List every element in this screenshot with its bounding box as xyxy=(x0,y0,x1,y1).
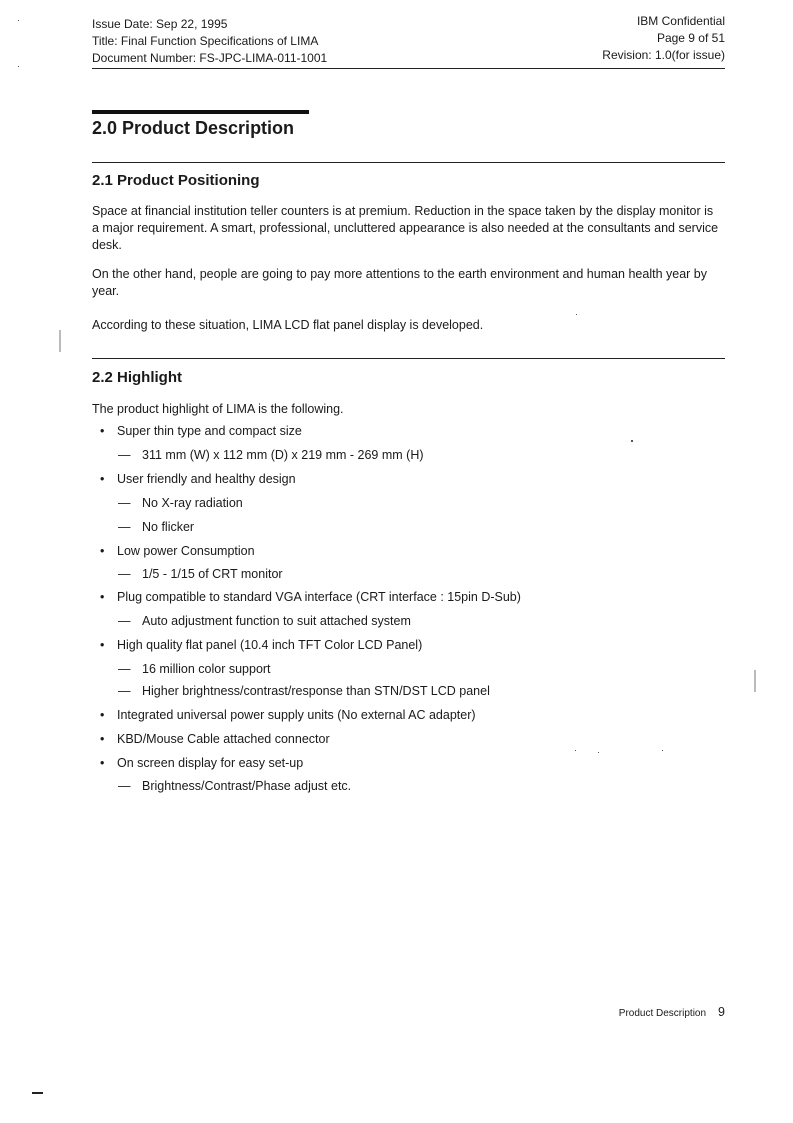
scan-speck xyxy=(575,750,576,751)
dash-icon: — xyxy=(118,662,131,676)
bullet-icon: • xyxy=(100,590,105,604)
bullet-icon: • xyxy=(100,424,105,438)
dash-icon: — xyxy=(118,496,131,510)
scan-speck xyxy=(576,314,577,315)
dash-icon: — xyxy=(118,448,131,462)
scan-speck xyxy=(631,440,633,442)
revision-label: Revision: 1.0(for issue) xyxy=(602,48,725,62)
bullet-icon: • xyxy=(100,544,105,558)
footer-page-number: 9 xyxy=(718,1005,725,1019)
paragraph-space: Space at financial institution teller counters is at premium. Reduction in the space taken by the display monitor is a major requirement. A smart, professional, uncluttered appearance is also needed at the consultants and service desk. xyxy=(92,204,719,252)
subsection-rule-2-1 xyxy=(92,162,725,163)
highlight-intro: The product highlight of LIMA is the following. xyxy=(92,402,344,416)
page-footer xyxy=(619,1005,725,1019)
scan-speck xyxy=(662,750,663,751)
issue-date: Issue Date: Sep 22, 1995 xyxy=(92,17,228,31)
dash-icon: — xyxy=(118,520,131,534)
scan-speck xyxy=(18,66,19,67)
subsection-rule-2-2 xyxy=(92,358,725,359)
scan-speck xyxy=(598,752,599,753)
document-header-right xyxy=(602,13,725,64)
dash-icon: — xyxy=(118,614,131,628)
bullet-icon: • xyxy=(100,732,105,746)
subsection-title-2-1: 2.1 Product Positioning xyxy=(92,172,260,189)
section-title: 2.0 Product Description xyxy=(92,118,295,138)
dash-icon: — xyxy=(118,779,131,793)
bullet-icon: • xyxy=(100,756,105,770)
dash-icon: — xyxy=(118,684,131,698)
document-title: Title: Final Function Specifications of LIMA xyxy=(92,34,319,48)
document-number: Document Number: FS-JPC-LIMA-011-1001 xyxy=(92,51,328,65)
scan-speck xyxy=(59,330,61,352)
dash-icon: — xyxy=(118,567,131,581)
footer-label: Product Description xyxy=(618,1008,707,1019)
scan-speck xyxy=(754,670,756,692)
section-title-bar xyxy=(92,110,309,114)
bullet-icon: • xyxy=(100,638,105,652)
page-indicator: Page 9 of 51 xyxy=(656,31,725,45)
document-header-left xyxy=(92,16,327,67)
header-rule xyxy=(92,68,725,69)
bullet-icon: • xyxy=(100,708,105,722)
bullet-icon: • xyxy=(100,472,105,486)
paragraph-development: According to these situation, LIMA LCD flat panel display is developed. xyxy=(92,318,484,332)
scan-speck xyxy=(32,1092,43,1094)
paragraph-environment: On the other hand, people are going to pay more attentions to the earth environment and human health year by year. xyxy=(92,267,707,298)
scan-speck xyxy=(18,20,19,21)
subsection-title-2-2: 2.2 Highlight xyxy=(92,369,182,386)
confidential-label: IBM Confidential xyxy=(636,14,725,28)
